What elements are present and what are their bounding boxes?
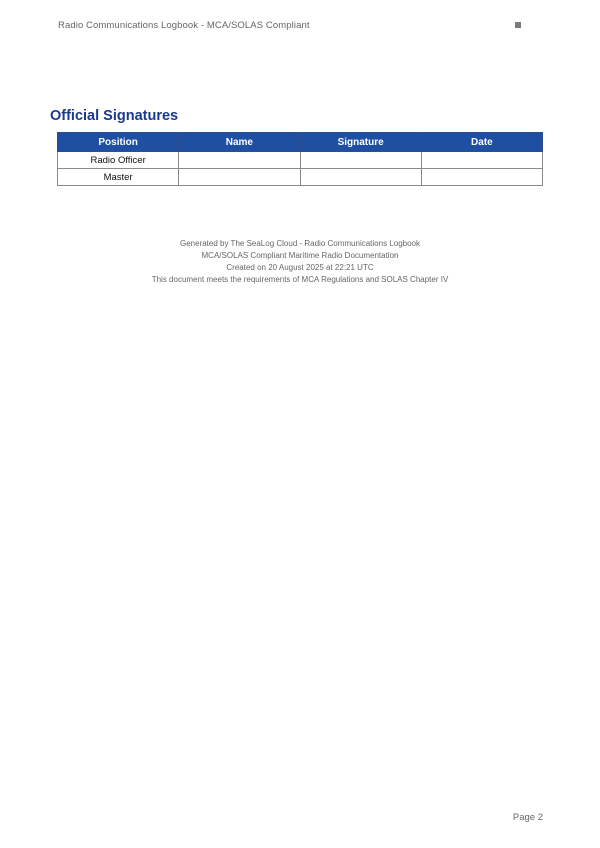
footer-line-created-on: Created on 20 August 2025 at 22:21 UTC: [226, 263, 374, 272]
column-header-name: Name: [179, 133, 300, 152]
document-header-title: Radio Communications Logbook - MCA/SOLAS Compliant: [58, 20, 310, 31]
column-header-signature: Signature: [300, 133, 421, 152]
footer-line-requirements: This document meets the requirements of MCA Regulations and SOLAS Chapter IV: [151, 275, 449, 284]
cell-date: [421, 169, 542, 186]
signatures-table: [57, 132, 543, 186]
table-header-row: [58, 133, 543, 152]
cell-name: [179, 169, 300, 186]
page-number: Page 2: [512, 812, 543, 823]
section-title: Official Signatures: [50, 108, 179, 124]
square-icon: [515, 22, 521, 28]
cell-signature: [300, 169, 421, 186]
cell-position: Master: [58, 169, 179, 186]
column-header-date: Date: [421, 133, 542, 152]
table-row: [58, 169, 543, 186]
cell-name: [179, 152, 300, 169]
footer-line-compliance: MCA/SOLAS Compliant Maritime Radio Documentation: [201, 251, 399, 260]
footer-line-generated-by: Generated by The SeaLog Cloud - Radio Communications Logbook: [180, 239, 420, 248]
cell-position: Radio Officer: [58, 152, 179, 169]
generation-footer: [0, 238, 600, 286]
cell-signature: [300, 152, 421, 169]
column-header-position: Position: [58, 133, 179, 152]
table-row: [58, 152, 543, 169]
cell-date: [421, 152, 542, 169]
